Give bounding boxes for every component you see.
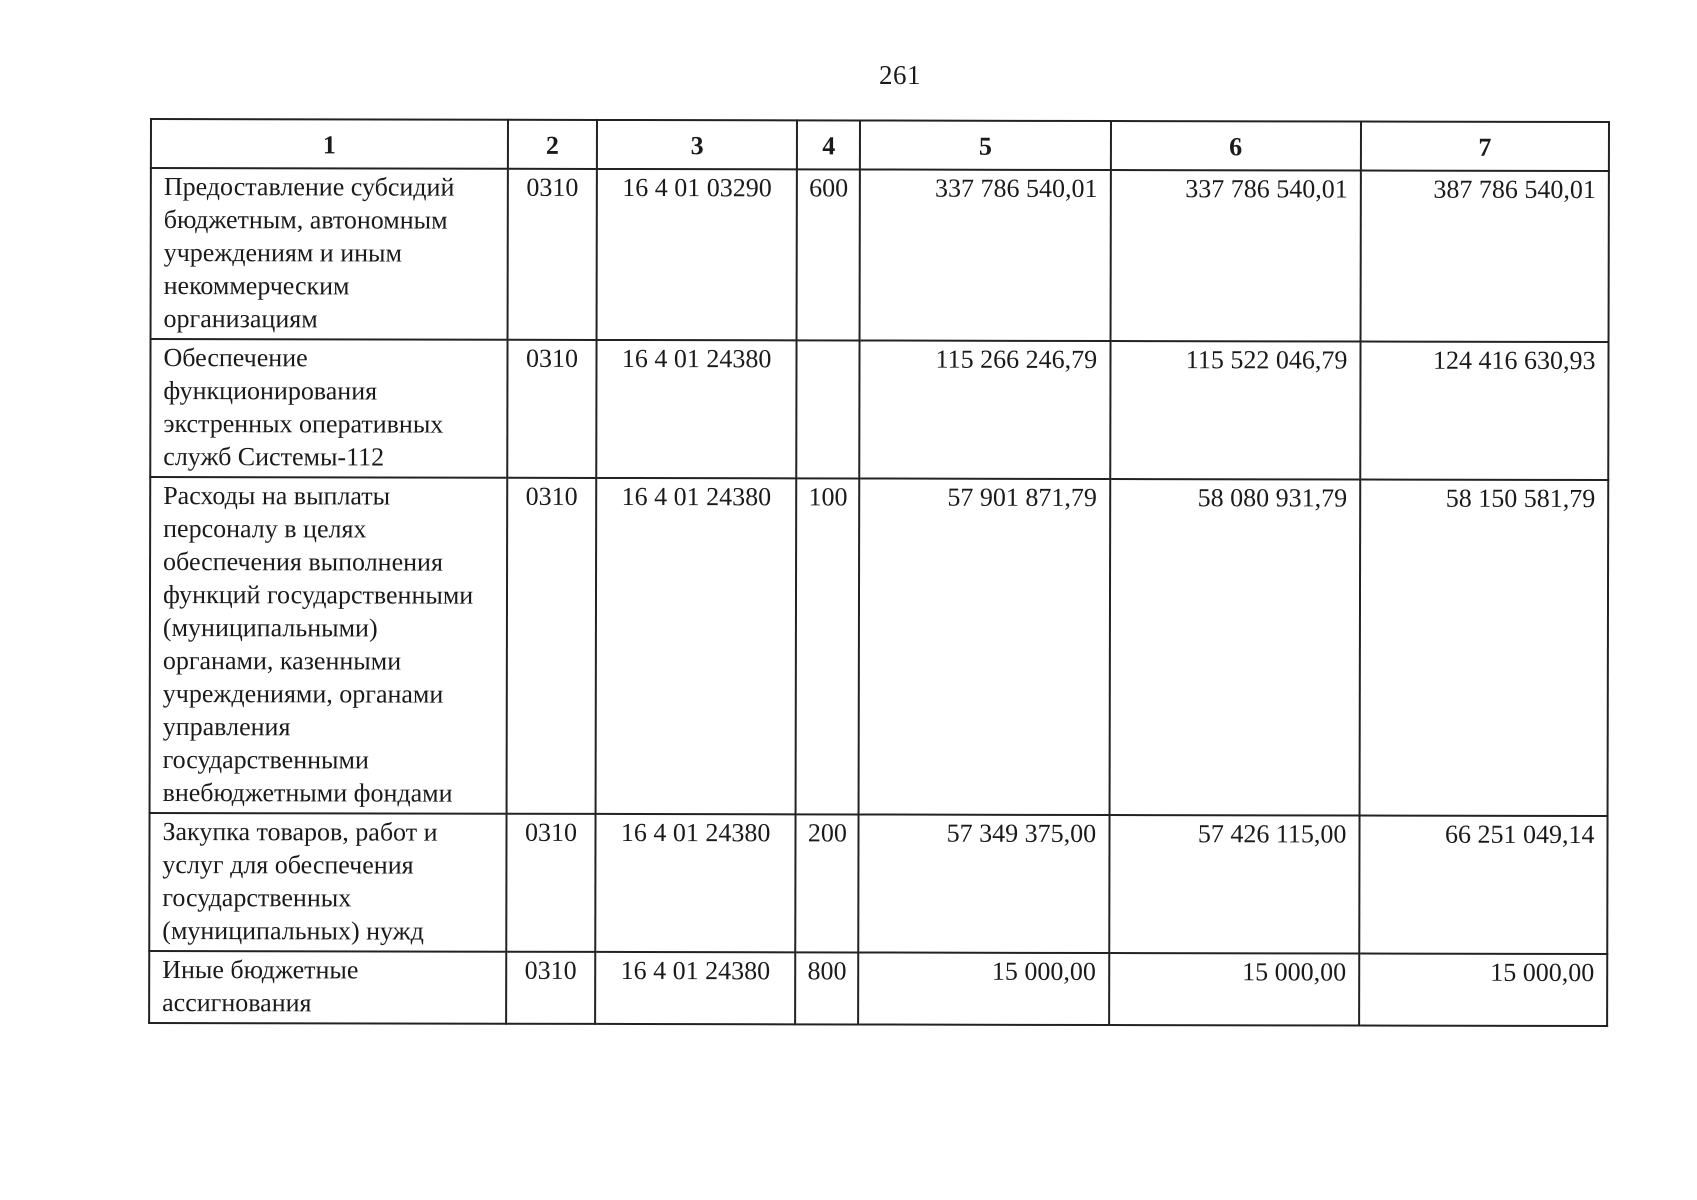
table-row xyxy=(149,951,1607,1026)
budget-table xyxy=(148,118,1610,1027)
amount-col-6: 58 080 931,79 xyxy=(1109,479,1360,816)
expense-type-code xyxy=(797,340,860,478)
section-code: 0310 xyxy=(506,814,596,952)
section-code: 0310 xyxy=(507,340,597,478)
amount-col-5: 15 000,00 xyxy=(858,952,1108,1025)
table-row xyxy=(150,477,1609,816)
column-header-4: 4 xyxy=(797,120,860,169)
column-header-6: 6 xyxy=(1111,121,1361,171)
row-name: Обеспечение функционирования экстренных оперативных служб Системы-112 xyxy=(150,339,507,478)
target-article-code: 16 4 01 24380 xyxy=(596,478,797,814)
expense-type-code: 800 xyxy=(795,952,858,1024)
amount-col-6: 115 522 046,79 xyxy=(1110,341,1361,480)
amount-col-7: 124 416 630,93 xyxy=(1360,342,1608,481)
amount-col-6: 337 786 540,01 xyxy=(1110,170,1361,342)
target-article-code: 16 4 01 24380 xyxy=(595,814,795,952)
row-name: Предоставление субсидий бюджетным, автономным учреждениям и иным некоммерческим организациям xyxy=(151,168,508,340)
table-row xyxy=(151,168,1609,342)
row-name: Закупка товаров, работ и услуг для обеспечения государственных (муниципальных) нужд xyxy=(149,813,506,952)
column-header-1: 1 xyxy=(151,119,508,169)
target-article-code: 16 4 01 24380 xyxy=(596,340,796,478)
column-header-3: 3 xyxy=(597,120,797,169)
amount-col-6: 57 426 115,00 xyxy=(1109,815,1360,954)
expense-type-code: 600 xyxy=(797,169,860,340)
section-code: 0310 xyxy=(506,952,595,1024)
table-header-row xyxy=(151,119,1609,171)
row-name: Иные бюджетные ассигнования xyxy=(149,951,506,1024)
row-name: Расходы на выплаты персоналу в целях обеспечения выполнения функций государственными (муниципальными) органами, казенными учреждениями, органами управления государственными внебюджетными фондами xyxy=(150,477,508,814)
section-code: 0310 xyxy=(507,169,597,340)
amount-col-5: 115 266 246,79 xyxy=(860,340,1111,479)
section-code: 0310 xyxy=(506,478,596,814)
page-number: 261 xyxy=(879,60,921,90)
amount-col-5: 57 901 871,79 xyxy=(859,478,1110,815)
column-header-7: 7 xyxy=(1361,122,1609,172)
target-article-code: 16 4 01 03290 xyxy=(597,169,798,340)
expense-type-code: 200 xyxy=(796,814,859,952)
table-row xyxy=(150,339,1608,480)
amount-col-7: 58 150 581,79 xyxy=(1359,480,1608,817)
amount-col-7: 387 786 540,01 xyxy=(1360,171,1608,343)
amount-col-5: 57 349 375,00 xyxy=(859,814,1110,953)
target-article-code: 16 4 01 24380 xyxy=(595,952,795,1024)
amount-col-7: 66 251 049,14 xyxy=(1359,816,1607,955)
column-header-5: 5 xyxy=(860,120,1110,170)
column-header-2: 2 xyxy=(508,120,597,169)
amount-col-7: 15 000,00 xyxy=(1359,954,1607,1027)
expense-type-code: 100 xyxy=(796,478,860,814)
amount-col-5: 337 786 540,01 xyxy=(860,169,1111,341)
table-row xyxy=(149,813,1607,954)
amount-col-6: 15 000,00 xyxy=(1109,953,1359,1026)
